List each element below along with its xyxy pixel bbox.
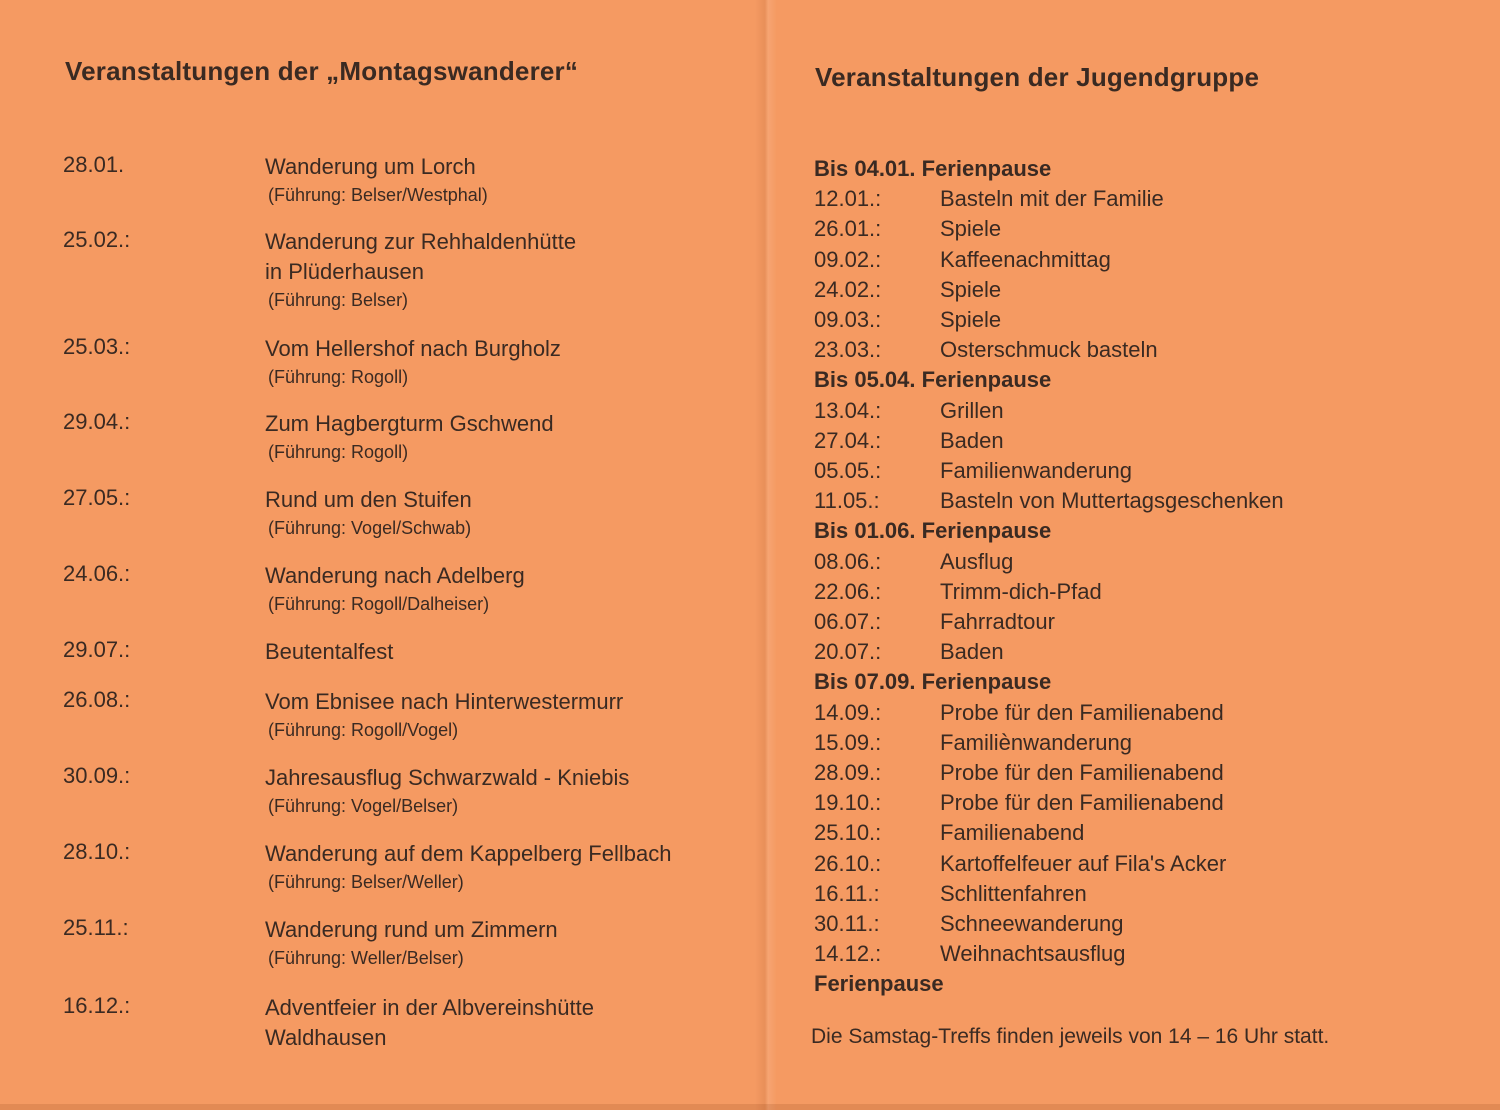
event-guide: (Führung: Rogoll/Vogel) <box>268 720 459 740</box>
event-date: 29.04.: <box>63 409 131 434</box>
ferienpause-label: Ferienpause <box>814 971 944 997</box>
schedule-row <box>777 275 1477 305</box>
page-fold <box>755 0 777 1110</box>
schedule-activity: Ausflug <box>940 548 1014 574</box>
schedule-row <box>777 426 1477 456</box>
event-guide: (Führung: Vogel/Belser) <box>268 796 459 816</box>
schedule-row <box>777 879 1477 909</box>
samstag-treffs-note: Die Samstag-Treffs finden jeweils von 14 – 16 Uhr statt. <box>811 1025 1330 1048</box>
schedule-date: 30.11.: <box>814 911 880 936</box>
event-title: Wanderung rund um Zimmern <box>265 917 558 942</box>
schedule-date: 08.06.: <box>814 548 882 574</box>
schedule-date: 26.10.: <box>814 850 882 876</box>
event-title: Wanderung um Lorch <box>265 154 476 179</box>
schedule-row <box>777 456 1477 486</box>
event-date: 25.02.: <box>63 227 131 252</box>
event-title: Vom Hellershof nach Burgholz <box>265 336 561 361</box>
schedule-date: 13.04.: <box>814 397 882 423</box>
schedule-date: 06.07.: <box>814 609 882 634</box>
event-guide: (Führung: Weller/Belser) <box>268 948 464 968</box>
ferienpause-row <box>777 516 1477 546</box>
schedule-activity: Fahrradtour <box>940 609 1055 634</box>
event-guide: (Führung: Belser/Weller) <box>268 872 464 892</box>
event-date: 16.12.: <box>63 993 131 1018</box>
schedule-activity: Spiele <box>940 216 1002 242</box>
schedule-row <box>777 547 1477 577</box>
event-details <box>265 637 745 667</box>
ferienpause-row <box>777 154 1477 184</box>
schedule-row <box>777 184 1477 214</box>
schedule-date: 22.06.: <box>814 578 882 604</box>
schedule-date: 15.09.: <box>814 729 882 755</box>
schedule-activity: Weihnachtsausflug <box>940 941 1126 967</box>
schedule-date: 14.09.: <box>814 699 882 725</box>
event-date: 27.05.: <box>63 485 131 510</box>
event-guide: (Führung: Vogel/Schwab) <box>268 518 472 538</box>
schedule-activity: Osterschmuck basteln <box>940 337 1158 363</box>
schedule-activity: Familiènwanderung <box>940 729 1132 755</box>
schedule-row <box>777 728 1477 758</box>
event-title: Wanderung nach Adelberg <box>265 563 525 588</box>
event-title: Waldhausen <box>265 1025 387 1050</box>
schedule-row <box>777 698 1477 728</box>
event-guide: (Führung: Rogoll) <box>268 367 409 387</box>
event-title: Wanderung zur Rehhaldenhütte <box>265 229 577 254</box>
ferienpause-label: Bis 05.04. Ferienpause <box>814 367 1052 393</box>
event-title: Zum Hagbergturm Gschwend <box>265 411 554 436</box>
schedule-date: 24.02.: <box>814 276 882 302</box>
schedule-row <box>777 245 1477 275</box>
schedule-date: 16.11.: <box>814 880 880 906</box>
schedule-date: 11.05.: <box>814 488 880 514</box>
schedule-row <box>777 637 1477 667</box>
schedule-activity: Familienabend <box>940 820 1085 846</box>
schedule-activity: Basteln von Muttertagsgeschenken <box>940 488 1284 514</box>
ferienpause-label: Bis 07.09. Ferienpause <box>814 669 1052 695</box>
montagswanderer-heading: Veranstaltungen der „Montagswanderer“ <box>65 56 579 86</box>
schedule-activity: Baden <box>940 427 1004 453</box>
ferienpause-row <box>777 969 1477 999</box>
ferienpause-label: Bis 01.06. Ferienpause <box>814 518 1052 544</box>
event-title: Wanderung auf dem Kappelberg Fellbach <box>265 841 672 866</box>
event-date: 29.07.: <box>63 637 131 662</box>
schedule-activity: Probe für den Familienabend <box>940 699 1224 725</box>
schedule-activity: Familienwanderung <box>940 458 1132 483</box>
schedule-activity: Spiele <box>940 276 1002 302</box>
event-title: Beutentalfest <box>265 639 394 664</box>
schedule-activity: Grillen <box>940 397 1004 423</box>
schedule-date: 20.07.: <box>814 639 882 665</box>
event-guide: (Führung: Rogoll) <box>268 442 409 462</box>
event-details <box>265 227 745 313</box>
schedule-activity: Probe für den Familienabend <box>940 790 1224 816</box>
schedule-activity: Basteln mit der Familie <box>940 186 1164 212</box>
schedule-activity: Kartoffelfeuer auf Fila's Acker <box>940 850 1227 876</box>
schedule-date: 28.09.: <box>814 760 882 785</box>
schedule-row <box>777 818 1477 848</box>
schedule-row <box>777 396 1477 426</box>
event-date: 25.11.: <box>63 915 129 940</box>
schedule-row <box>777 214 1477 244</box>
event-details <box>265 485 745 541</box>
schedule-date: 27.04.: <box>814 427 882 453</box>
schedule-activity: Schlittenfahren <box>940 880 1087 906</box>
schedule-activity: Kaffeenachmittag <box>940 246 1111 272</box>
event-details <box>265 839 745 895</box>
event-title: Vom Ebnisee nach Hinterwestermurr <box>265 689 624 714</box>
ferienpause-row <box>777 365 1477 395</box>
jugendgruppe-heading: Veranstaltungen der Jugendgruppe <box>815 62 1260 92</box>
event-details <box>265 561 745 617</box>
schedule-activity: Trimm-dich-Pfad <box>940 578 1102 604</box>
schedule-row <box>777 939 1477 969</box>
schedule-activity: Spiele <box>940 307 1002 332</box>
ferienpause-label: Bis 04.01. Ferienpause <box>814 156 1052 181</box>
schedule-date: 09.03.: <box>814 307 882 332</box>
schedule-date: 05.05.: <box>814 458 882 483</box>
event-title: Jahresausflug Schwarzwald - Kniebis <box>265 765 630 790</box>
event-details <box>265 915 745 971</box>
event-date: 25.03.: <box>63 334 131 359</box>
event-date: 26.08.: <box>63 687 131 712</box>
schedule-row <box>777 607 1477 637</box>
schedule-row <box>777 486 1477 516</box>
event-details <box>265 993 745 1053</box>
event-title: Rund um den Stuifen <box>265 487 472 512</box>
schedule-activity: Baden <box>940 639 1004 665</box>
schedule-row <box>777 305 1477 335</box>
schedule-activity: Schneewanderung <box>940 911 1124 936</box>
event-guide: (Führung: Belser) <box>268 290 409 310</box>
event-date: 24.06.: <box>63 561 131 586</box>
event-details <box>265 334 745 390</box>
ferienpause-row <box>777 667 1477 697</box>
event-title: Adventfeier in der Albvereinshütte <box>265 995 594 1020</box>
event-details <box>265 687 745 743</box>
schedule-date: 12.01.: <box>814 186 882 212</box>
schedule-date: 19.10.: <box>814 790 882 816</box>
schedule-date: 25.10.: <box>814 820 882 846</box>
event-guide: (Führung: Rogoll/Dalheiser) <box>268 594 490 614</box>
schedule-row <box>777 335 1477 365</box>
schedule-row <box>777 909 1477 939</box>
schedule-date: 09.02.: <box>814 246 882 272</box>
schedule-date: 14.12.: <box>814 941 882 967</box>
event-date: 30.09.: <box>63 763 131 788</box>
event-title: in Plüderhausen <box>265 259 425 284</box>
event-details <box>265 763 745 819</box>
schedule-row <box>777 788 1477 818</box>
schedule-row <box>777 849 1477 879</box>
event-date: 28.10.: <box>63 839 131 864</box>
event-guide: (Führung: Belser/Westphal) <box>268 185 488 205</box>
event-details <box>265 409 745 465</box>
event-details <box>265 152 745 208</box>
event-date: 28.01. <box>63 152 125 177</box>
jugendgruppe-panel <box>777 0 1500 1110</box>
schedule-row <box>777 577 1477 607</box>
schedule-activity: Probe für den Familienabend <box>940 760 1224 785</box>
schedule-date: 26.01.: <box>814 216 882 242</box>
schedule-date: 23.03.: <box>814 337 882 363</box>
schedule-row <box>777 758 1477 788</box>
